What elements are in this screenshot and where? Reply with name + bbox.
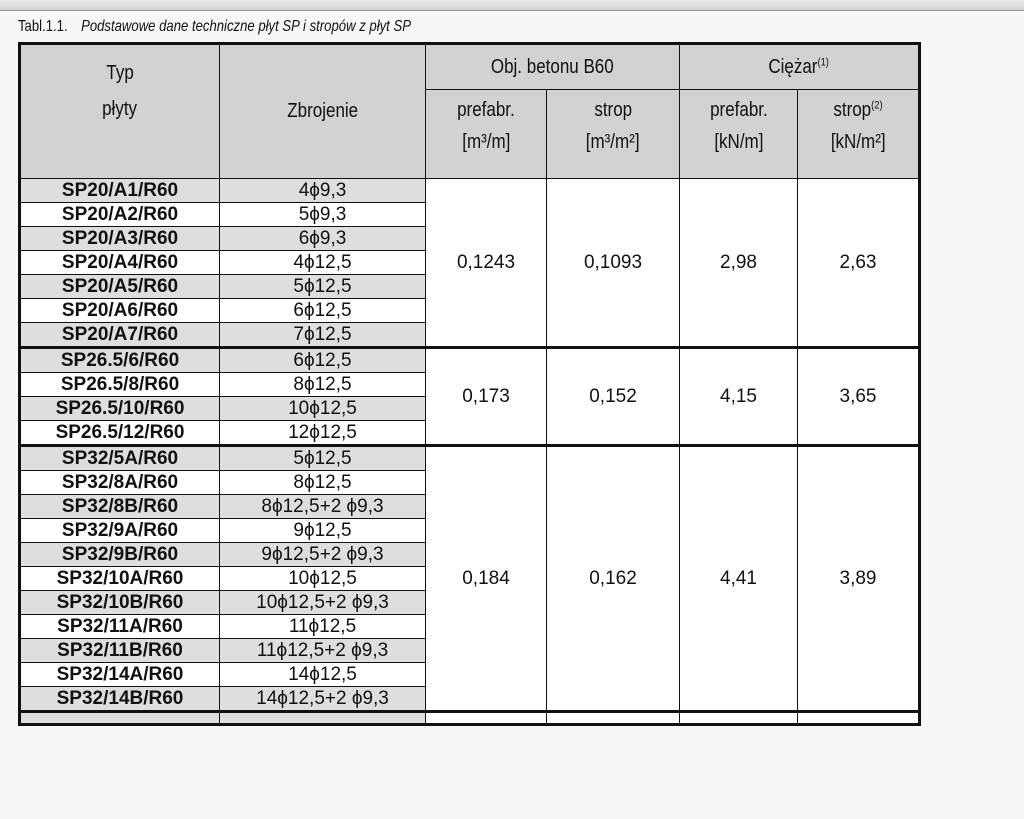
cell-prefabr-volume: 0,1243 bbox=[426, 179, 547, 348]
cell-zbrojenie: 9ϕ12,5+2 ϕ9,3 bbox=[220, 543, 426, 567]
table-row bbox=[20, 179, 920, 203]
cell-zbrojenie: 10ϕ12,5 bbox=[220, 567, 426, 591]
cell-strop-weight: 3,89 bbox=[798, 446, 920, 712]
cell-typ: SP32/10B/R60 bbox=[20, 591, 220, 615]
cell-typ: SP26.5/6/R60 bbox=[20, 348, 220, 373]
cell-zbrojenie: 4ϕ12,5 bbox=[220, 251, 426, 275]
table-row bbox=[20, 446, 920, 471]
header-ciezar: Ciężar$^{(1)}$ bbox=[680, 44, 920, 90]
cell-cut-off bbox=[220, 712, 426, 725]
cell-typ: SP20/A5/R60 bbox=[20, 275, 220, 299]
cell-prefabr-weight: 4,41 bbox=[680, 446, 798, 712]
cell-zbrojenie: 5ϕ9,3 bbox=[220, 203, 426, 227]
cell-zbrojenie: 14ϕ12,5 bbox=[220, 663, 426, 687]
cell-cut-off bbox=[547, 712, 680, 725]
cell-zbrojenie: 8ϕ12,5 bbox=[220, 471, 426, 495]
cell-prefabr-volume: 0,173 bbox=[426, 348, 547, 446]
cell-strop-volume: 0,162 bbox=[547, 446, 680, 712]
cell-typ: SP32/9A/R60 bbox=[20, 519, 220, 543]
header-strop-volume: strop [m³/m²] bbox=[547, 90, 680, 179]
cell-zbrojenie: 5ϕ12,5 bbox=[220, 275, 426, 299]
table-row-partial bbox=[20, 712, 920, 725]
cell-typ: SP32/9B/R60 bbox=[20, 543, 220, 567]
cell-cut-off bbox=[426, 712, 547, 725]
header-typ-line1: Typ bbox=[106, 62, 134, 84]
cell-typ: SP26.5/12/R60 bbox=[20, 421, 220, 446]
cell-zbrojenie: 11ϕ12,5 bbox=[220, 615, 426, 639]
cell-cut-off bbox=[798, 712, 920, 725]
cell-zbrojenie: 10ϕ12,5+2 ϕ9,3 bbox=[220, 591, 426, 615]
table-caption bbox=[18, 14, 411, 40]
cell-cut-off bbox=[20, 712, 220, 725]
cell-typ: SP32/5A/R60 bbox=[20, 446, 220, 471]
cell-typ: SP32/10A/R60 bbox=[20, 567, 220, 591]
cell-typ: SP32/8A/R60 bbox=[20, 471, 220, 495]
cell-typ: SP20/A4/R60 bbox=[20, 251, 220, 275]
header-typ-line2: płyty bbox=[102, 98, 138, 120]
header-prefabr-volume: prefabr. [m³/m] bbox=[426, 90, 547, 179]
cell-zbrojenie: 5ϕ12,5 bbox=[220, 446, 426, 471]
header-obj-betonu: Obj. betonu B60 bbox=[426, 44, 680, 90]
header-strop-weight: strop$^{(2)}$ [kN/m²] bbox=[798, 90, 920, 179]
cell-typ: SP20/A1/R60 bbox=[20, 179, 220, 203]
table-body bbox=[20, 179, 920, 725]
cell-typ: SP26.5/8/R60 bbox=[20, 373, 220, 397]
cell-prefabr-weight: 4,15 bbox=[680, 348, 798, 446]
table-header bbox=[20, 44, 920, 179]
cell-strop-weight: 2,63 bbox=[798, 179, 920, 348]
cell-zbrojenie: 8ϕ12,5 bbox=[220, 373, 426, 397]
cell-typ: SP20/A3/R60 bbox=[20, 227, 220, 251]
cell-zbrojenie: 14ϕ12,5+2 ϕ9,3 bbox=[220, 687, 426, 712]
cell-zbrojenie: 6ϕ9,3 bbox=[220, 227, 426, 251]
cell-zbrojenie: 9ϕ12,5 bbox=[220, 519, 426, 543]
cell-strop-volume: 0,152 bbox=[547, 348, 680, 446]
header-prefabr-weight: prefabr. [kN/m] bbox=[680, 90, 798, 179]
cell-typ: SP32/14A/R60 bbox=[20, 663, 220, 687]
cell-zbrojenie: 4ϕ9,3 bbox=[220, 179, 426, 203]
cell-zbrojenie: 10ϕ12,5 bbox=[220, 397, 426, 421]
cell-typ: SP20/A6/R60 bbox=[20, 299, 220, 323]
cell-cut-off bbox=[680, 712, 798, 725]
cell-prefabr-volume: 0,184 bbox=[426, 446, 547, 712]
cell-zbrojenie: 7ϕ12,5 bbox=[220, 323, 426, 348]
caption-text: Podstawowe dane techniczne płyt SP i stropów z płyt SP bbox=[81, 18, 411, 35]
cell-zbrojenie: 6ϕ12,5 bbox=[220, 299, 426, 323]
cell-typ: SP32/11A/R60 bbox=[20, 615, 220, 639]
technical-data-table bbox=[18, 42, 921, 726]
table-row bbox=[20, 348, 920, 373]
header-zbrojenie: Zbrojenie bbox=[220, 44, 426, 179]
cell-strop-weight: 3,65 bbox=[798, 348, 920, 446]
cell-zbrojenie: 8ϕ12,5+2 ϕ9,3 bbox=[220, 495, 426, 519]
cell-zbrojenie: 12ϕ12,5 bbox=[220, 421, 426, 446]
cell-typ: SP26.5/10/R60 bbox=[20, 397, 220, 421]
cell-typ: SP32/11B/R60 bbox=[20, 639, 220, 663]
cell-typ: SP20/A7/R60 bbox=[20, 323, 220, 348]
caption-label: Tabl.1.1. bbox=[18, 18, 68, 35]
cell-strop-volume: 0,1093 bbox=[547, 179, 680, 348]
cell-typ: SP32/8B/R60 bbox=[20, 495, 220, 519]
cell-zbrojenie: 6ϕ12,5 bbox=[220, 348, 426, 373]
window-top-bar bbox=[0, 0, 1024, 11]
cell-typ: SP20/A2/R60 bbox=[20, 203, 220, 227]
cell-zbrojenie: 11ϕ12,5+2 ϕ9,3 bbox=[220, 639, 426, 663]
cell-typ: SP32/14B/R60 bbox=[20, 687, 220, 712]
header-typ bbox=[20, 44, 220, 179]
cell-prefabr-weight: 2,98 bbox=[680, 179, 798, 348]
